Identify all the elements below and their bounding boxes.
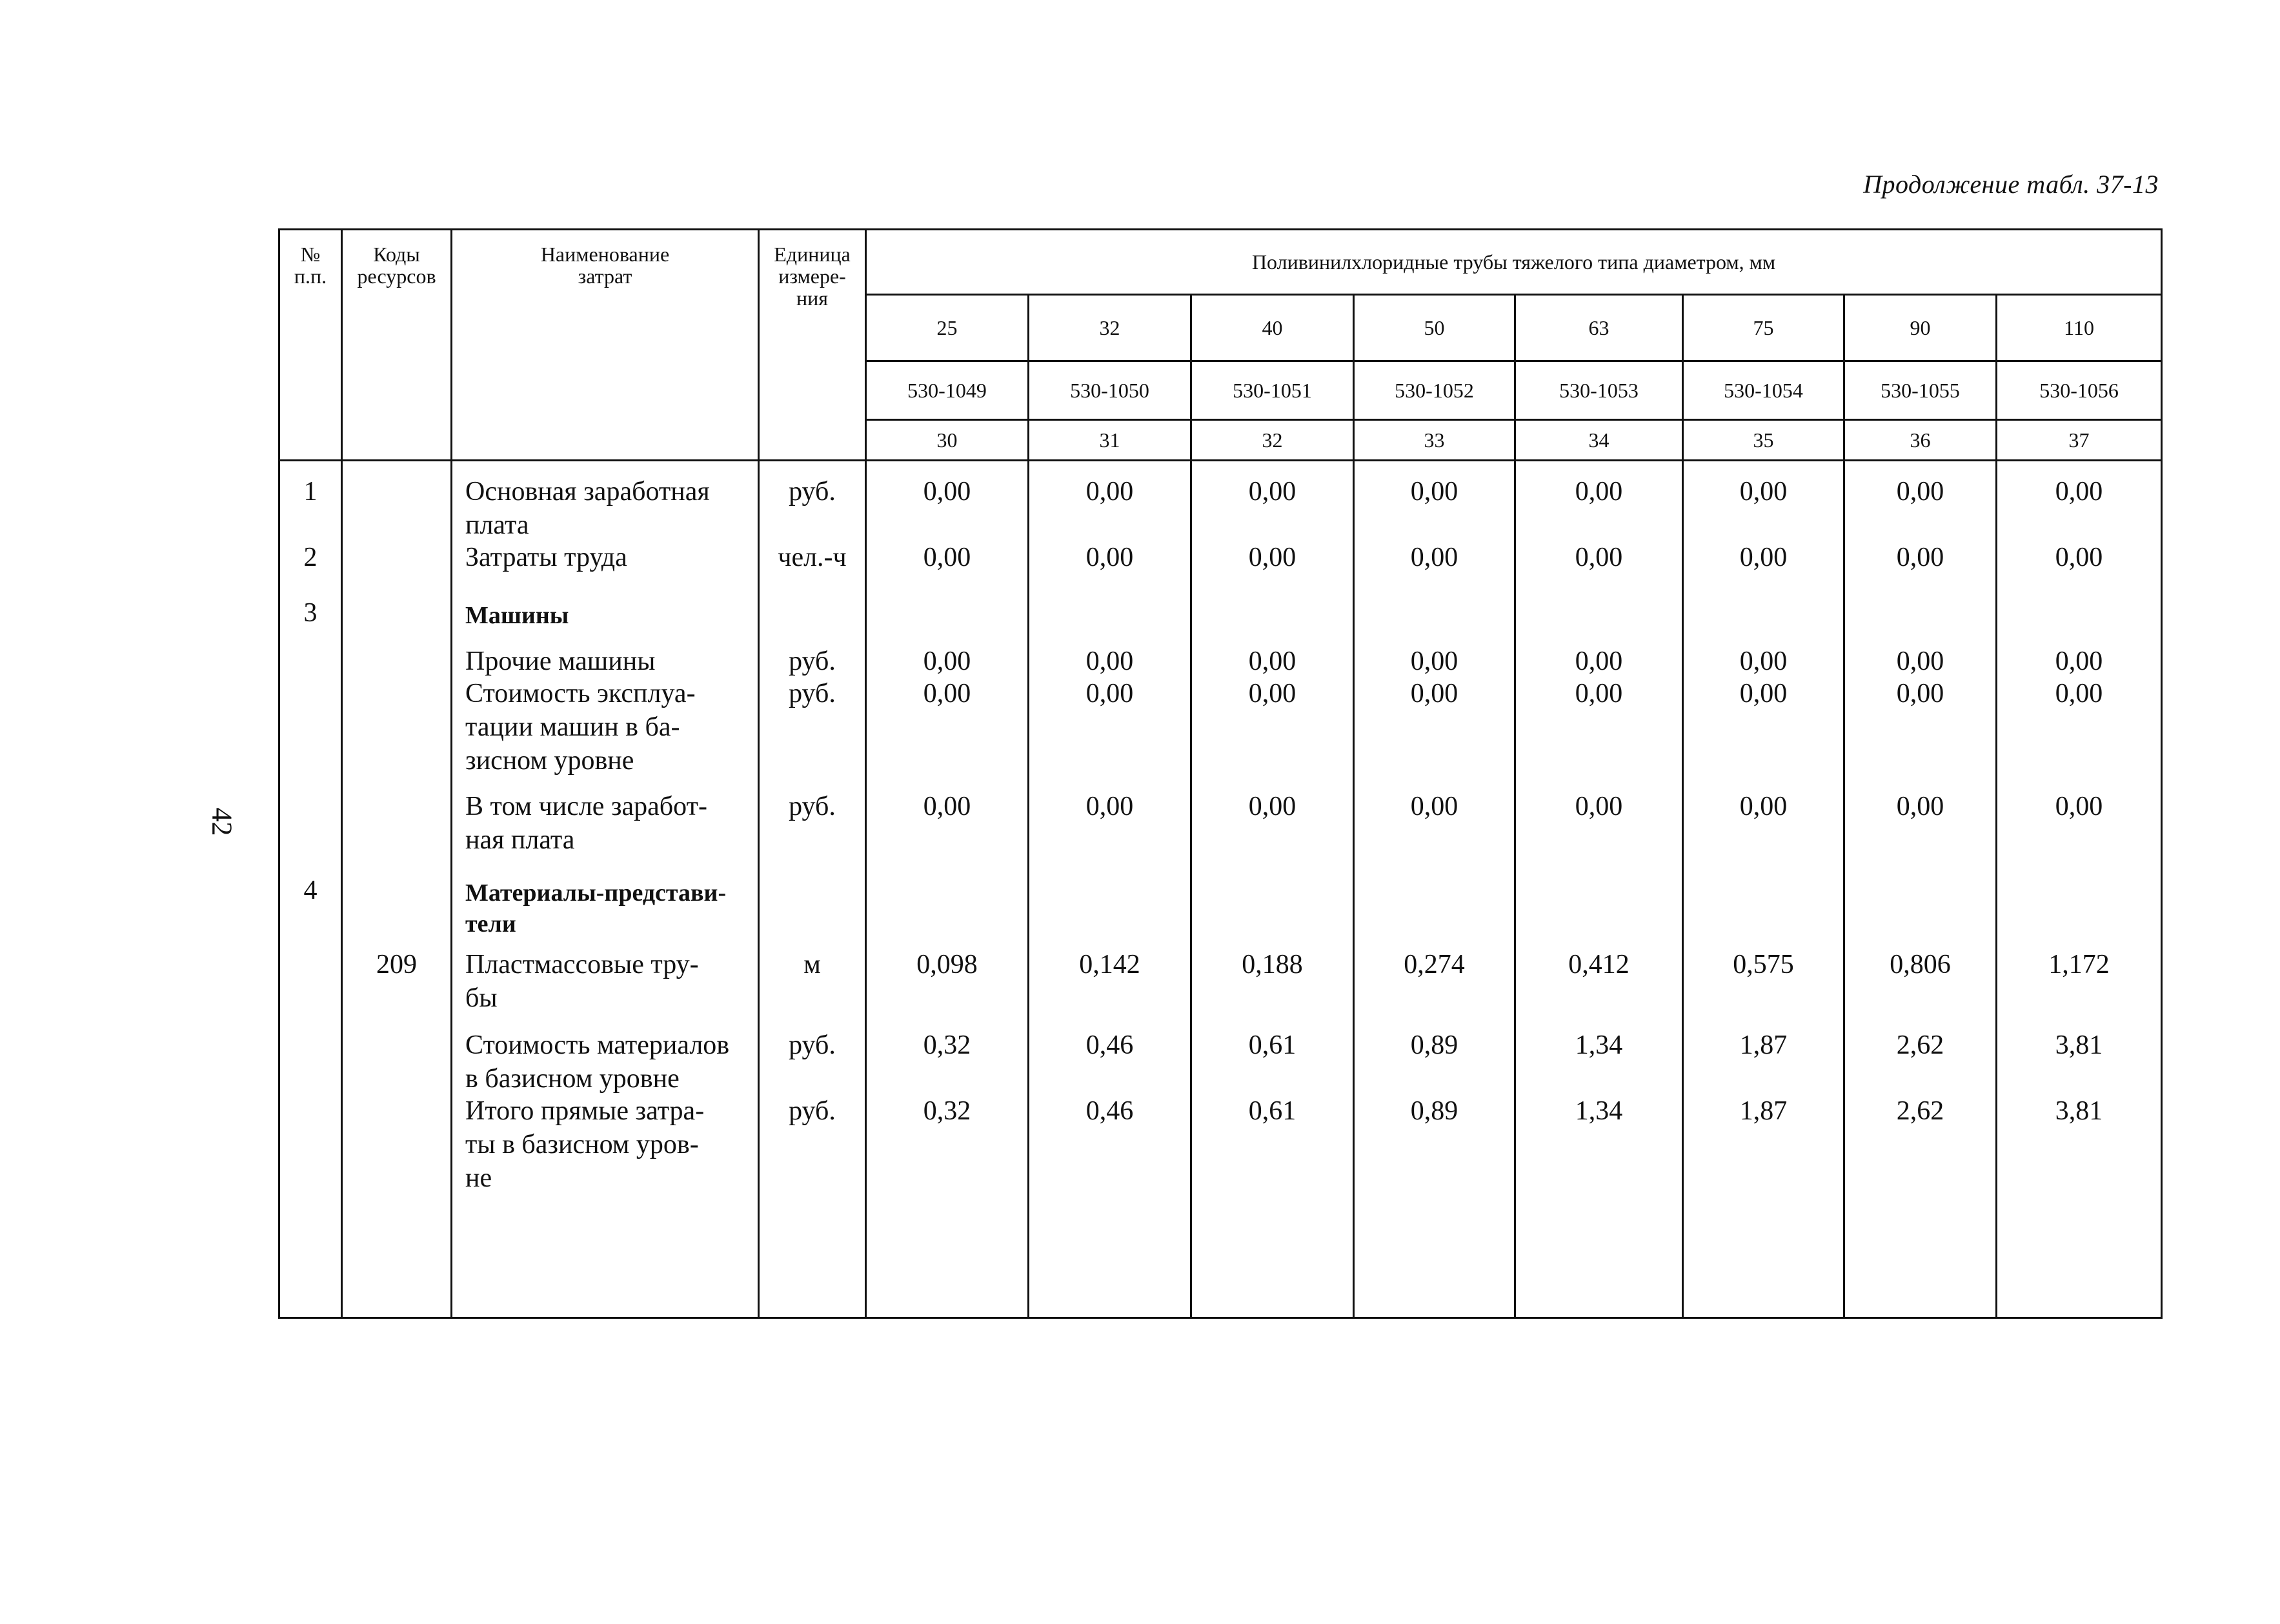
cost-value: 3,81 — [2055, 1096, 2103, 1126]
cost-value: 0,00 — [1575, 792, 1623, 821]
diameter-cell: 25 — [866, 295, 1029, 361]
cost-value: 0,00 — [1248, 543, 1296, 572]
header-unit-line3: ния — [796, 286, 828, 310]
cost-value: 0,00 — [1410, 792, 1458, 821]
cost-name-line: не — [465, 1163, 492, 1193]
diameter-cell: 75 — [1683, 295, 1844, 361]
cost-value: 0,00 — [1248, 477, 1296, 506]
cost-value: 0,142 — [1079, 950, 1140, 979]
cost-value: 0,00 — [1896, 647, 1944, 676]
cost-name-line: тели — [465, 910, 516, 937]
value-column — [1515, 461, 1683, 1318]
unit-of-measure: руб. — [789, 1030, 836, 1060]
code-column — [342, 461, 452, 1318]
cost-value: 0,46 — [1085, 1030, 1134, 1060]
row-number: 4 — [303, 876, 318, 905]
cost-value: 0,89 — [1410, 1030, 1458, 1060]
cost-value: 0,00 — [923, 477, 971, 506]
cost-name-line: Стоимость материалов — [465, 1030, 730, 1060]
cost-value: 0,00 — [923, 647, 971, 676]
diameter-cell: 63 — [1515, 295, 1683, 361]
cost-value: 0,00 — [2055, 647, 2103, 676]
cost-value: 0,098 — [916, 950, 978, 979]
unit-of-measure: руб. — [789, 679, 836, 708]
cost-value: 0,00 — [1410, 647, 1458, 676]
column-number-cell: 31 — [1029, 420, 1191, 461]
cost-value: 0,00 — [923, 679, 971, 708]
cost-value: 0,00 — [1739, 679, 1788, 708]
unit-of-measure: руб. — [789, 792, 836, 821]
unit-column — [759, 461, 866, 1318]
diameter-cell: 110 — [1997, 295, 2162, 361]
cost-value: 0,00 — [1739, 477, 1788, 506]
cost-name-line: бы — [465, 983, 498, 1013]
cost-value: 0,00 — [1248, 679, 1296, 708]
cost-name-line: В том числе заработ- — [465, 792, 707, 821]
diameter-cell: 32 — [1029, 295, 1191, 361]
cost-value: 0,00 — [1896, 679, 1944, 708]
cost-value: 0,00 — [1410, 679, 1458, 708]
column-number-cell: 37 — [1997, 420, 2162, 461]
cost-name-line: в базисном уровне — [465, 1064, 680, 1094]
table-continuation-caption: Продолжение табл. 37-13 — [1863, 170, 2159, 199]
unit-of-measure: м — [803, 950, 821, 979]
num-column — [279, 461, 342, 1318]
header-code-line2: ресурсов — [357, 265, 436, 288]
cost-value: 0,32 — [923, 1096, 971, 1126]
header-group-title: Поливинилхлоридные трубы тяжелого типа диаметром, мм — [866, 230, 2162, 295]
cost-value: 0,00 — [1085, 679, 1134, 708]
unit-of-measure: чел.-ч — [778, 543, 847, 572]
unit-of-measure: руб. — [789, 647, 836, 676]
cost-value: 0,575 — [1733, 950, 1794, 979]
cost-value: 0,00 — [1896, 792, 1944, 821]
cost-value: 0,412 — [1568, 950, 1629, 979]
code-cell: 530-1050 — [1029, 361, 1191, 420]
cost-name-line: плата — [465, 510, 529, 540]
cost-value: 0,00 — [1248, 647, 1296, 676]
code-cell: 530-1053 — [1515, 361, 1683, 420]
cost-value: 0,00 — [923, 543, 971, 572]
cost-name-line: Затраты труда — [465, 543, 627, 572]
cost-value: 0,274 — [1404, 950, 1465, 979]
column-number-cell: 30 — [866, 420, 1029, 461]
cost-value: 0,00 — [1896, 543, 1944, 572]
name-column — [452, 461, 759, 1318]
header-num-line1: № — [300, 243, 321, 266]
cost-value: 0,00 — [1739, 543, 1788, 572]
code-cell: 530-1055 — [1844, 361, 1997, 420]
cost-value: 1,87 — [1739, 1030, 1788, 1060]
column-number-cell: 34 — [1515, 420, 1683, 461]
cost-name-line: Материалы-представи- — [465, 879, 727, 907]
cost-name-line: Стоимость эксплуа- — [465, 679, 696, 708]
cost-value: 0,00 — [2055, 477, 2103, 506]
cost-value: 0,61 — [1248, 1030, 1296, 1060]
header-num-line2: п.п. — [294, 265, 327, 288]
cost-value: 2,62 — [1896, 1030, 1944, 1060]
value-column — [1844, 461, 1997, 1318]
code-cell: 530-1049 — [866, 361, 1029, 420]
cost-value: 0,00 — [2055, 679, 2103, 708]
cost-name-line: Прочие машины — [465, 647, 656, 676]
header-name-line2: затрат — [578, 265, 632, 288]
header-num — [279, 230, 342, 461]
cost-value: 0,00 — [1085, 543, 1134, 572]
header-code — [342, 230, 452, 461]
table-body-row — [279, 461, 2162, 1318]
cost-value: 2,62 — [1896, 1096, 1944, 1126]
cost-name-line: тации машин в ба- — [465, 712, 680, 742]
code-cell: 530-1052 — [1354, 361, 1515, 420]
value-column — [1683, 461, 1844, 1318]
cost-value: 0,89 — [1410, 1096, 1458, 1126]
page-number: 42 — [206, 807, 238, 836]
diameter-cell: 90 — [1844, 295, 1997, 361]
value-column — [1029, 461, 1191, 1318]
cost-value: 0,00 — [1739, 647, 1788, 676]
cost-value: 0,00 — [1575, 679, 1623, 708]
diameter-cell: 40 — [1191, 295, 1354, 361]
cost-value: 1,172 — [2048, 950, 2110, 979]
cost-value: 0,46 — [1085, 1096, 1134, 1126]
value-column — [1191, 461, 1354, 1318]
header-unit — [759, 230, 866, 461]
column-number-cell: 32 — [1191, 420, 1354, 461]
row-number: 2 — [303, 543, 318, 572]
cost-value: 1,87 — [1739, 1096, 1788, 1126]
header-unit-line2: измере- — [778, 265, 846, 288]
cost-value: 0,00 — [1575, 543, 1623, 572]
cost-value: 0,61 — [1248, 1096, 1296, 1126]
value-column — [1997, 461, 2162, 1318]
column-number-cell: 36 — [1844, 420, 1997, 461]
column-number-cell: 35 — [1683, 420, 1844, 461]
cost-value: 0,00 — [1575, 477, 1623, 506]
header-name-line1: Наименование — [540, 243, 670, 266]
cost-value: 0,00 — [1575, 647, 1623, 676]
header-unit-line1: Единица — [774, 243, 851, 266]
diameter-cell: 50 — [1354, 295, 1515, 361]
cost-name-line: Пластмассовые тру- — [465, 950, 699, 979]
cost-value: 0,00 — [1085, 792, 1134, 821]
header-code-line1: Коды — [373, 243, 420, 266]
unit-of-measure: руб. — [789, 1096, 836, 1126]
cost-value: 0,00 — [1248, 792, 1296, 821]
cost-name-line: Машины — [465, 602, 569, 629]
cost-value: 0,00 — [2055, 543, 2103, 572]
cost-name-line: Основная заработная — [465, 477, 710, 506]
cost-value: 0,188 — [1242, 950, 1303, 979]
code-cell: 530-1056 — [1997, 361, 2162, 420]
column-number-cell: 33 — [1354, 420, 1515, 461]
row-number: 3 — [303, 598, 318, 628]
cost-name-line: ная плата — [465, 825, 575, 855]
row-number: 1 — [303, 477, 318, 506]
cost-value: 1,34 — [1575, 1096, 1623, 1126]
code-cell: 530-1051 — [1191, 361, 1354, 420]
cost-value: 3,81 — [2055, 1030, 2103, 1060]
cost-value: 0,806 — [1890, 950, 1951, 979]
cost-value: 0,00 — [1085, 477, 1134, 506]
code-cell: 530-1054 — [1683, 361, 1844, 420]
cost-value: 0,00 — [2055, 792, 2103, 821]
unit-of-measure: руб. — [789, 477, 836, 506]
cost-value: 0,00 — [923, 792, 971, 821]
cost-name-line: зисном уровне — [465, 746, 634, 776]
cost-value: 0,32 — [923, 1030, 971, 1060]
header-name — [452, 230, 759, 461]
cost-value: 0,00 — [1410, 543, 1458, 572]
cost-name-line: ты в базисном уров- — [465, 1130, 699, 1159]
header-row-1 — [279, 230, 2162, 295]
cost-value: 0,00 — [1739, 792, 1788, 821]
cost-table — [278, 228, 2163, 1319]
value-column — [1354, 461, 1515, 1318]
cost-value: 1,34 — [1575, 1030, 1623, 1060]
cost-value: 0,00 — [1410, 477, 1458, 506]
resource-code: 209 — [376, 950, 417, 979]
cost-value: 0,00 — [1896, 477, 1944, 506]
value-column — [866, 461, 1029, 1318]
cost-value: 0,00 — [1085, 647, 1134, 676]
cost-name-line: Итого прямые затра- — [465, 1096, 705, 1126]
